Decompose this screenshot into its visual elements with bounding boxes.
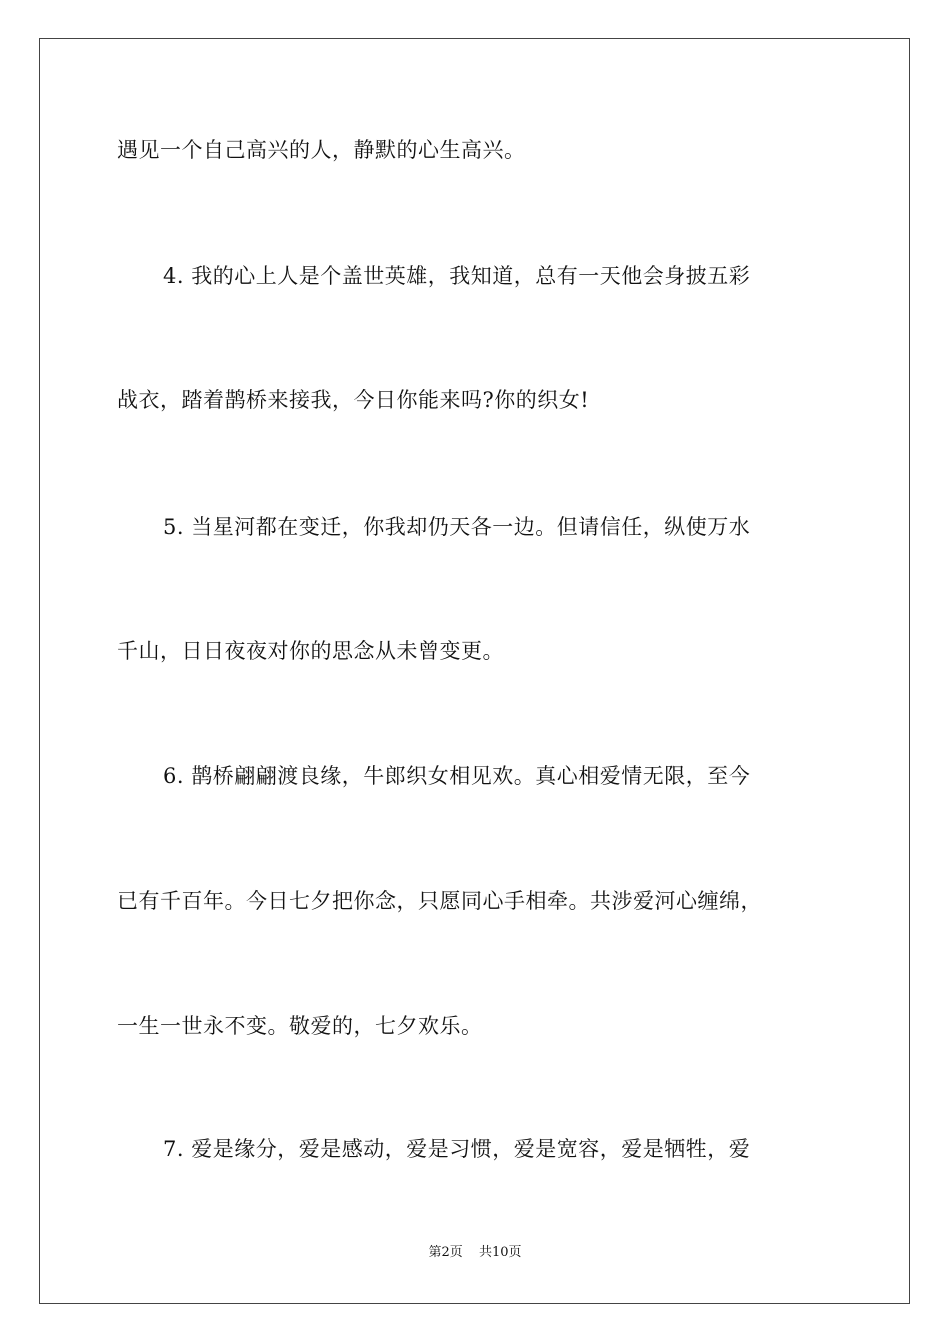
page-border (39, 38, 910, 1304)
current-page-label: 第2页 (428, 1245, 463, 1260)
paragraph-line: 千山，日日夜夜对你的思念从未曾变更。 (117, 639, 504, 663)
paragraph-line: 4. 我的心上人是个盖世英雄，我知道，总有一天他会身披五彩 (163, 264, 751, 288)
paragraph-line: 已有千百年。今日七夕把你念，只愿同心手相牵。共涉爱河心缠绵， (117, 889, 762, 913)
paragraph-line: 7. 爱是缘分，爱是感动，爱是习惯，爱是宽容，爱是牺牲，爱 (163, 1137, 751, 1161)
paragraph-line: 遇见一个自己高兴的人，静默的心生高兴。 (117, 138, 526, 162)
paragraph-line: 一生一世永不变。敬爱的，七夕欢乐。 (117, 1014, 483, 1038)
paragraph-line: 6. 鹊桥翩翩渡良缘，牛郎织女相见欢。真心相爱情无限，至今 (163, 764, 751, 788)
total-pages-label: 共10页 (478, 1245, 522, 1260)
paragraph-line: 战衣，踏着鹊桥来接我，今日你能来吗?你的织女! (117, 388, 590, 412)
paragraph-line: 5. 当星河都在变迁，你我却仍天各一边。但请信任，纵使万水 (163, 515, 751, 539)
page-footer (0, 1245, 950, 1261)
